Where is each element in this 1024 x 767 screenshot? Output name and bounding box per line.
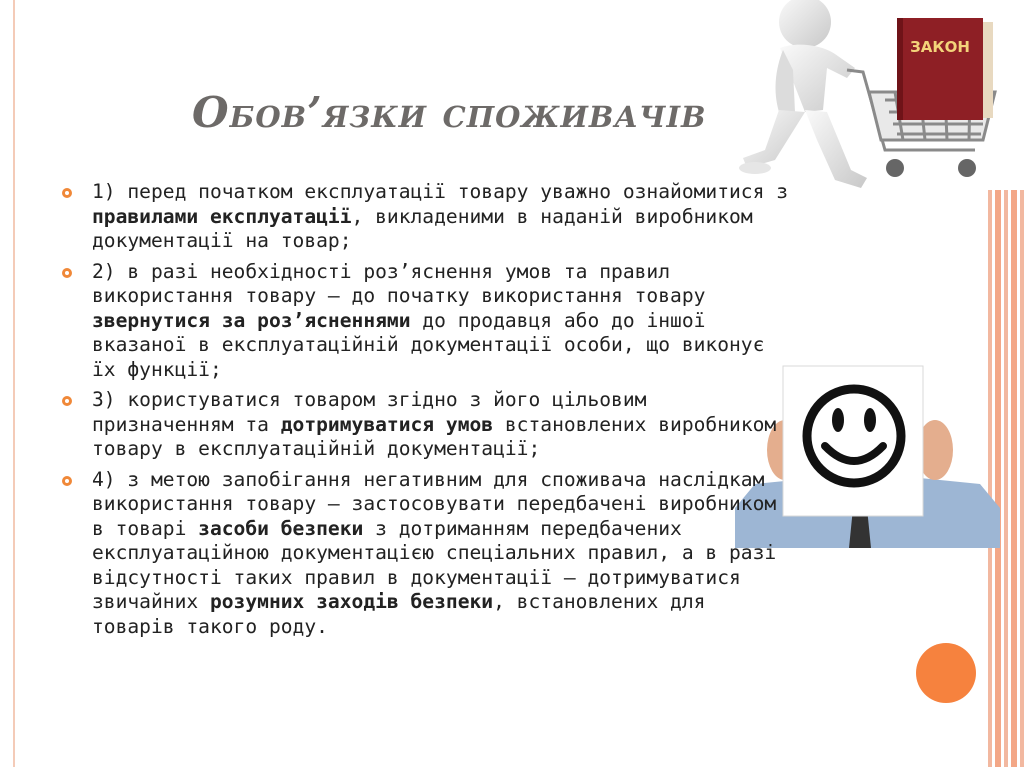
book-label: ЗАКОН bbox=[910, 38, 970, 56]
list-item bbox=[62, 388, 792, 462]
left-border-line bbox=[13, 0, 15, 767]
list-item bbox=[62, 260, 792, 383]
list-item-text: 3) користуватися товаром згідно з його цільовим призначенням та дотримуватися умов встановлених виробником товару в експлуатаційній документації; bbox=[92, 388, 777, 460]
decorative-orange-circle bbox=[916, 643, 976, 703]
list-item bbox=[62, 468, 792, 640]
cart-with-law-book-image bbox=[735, 0, 1005, 192]
list-item-text: 2) в разі необхідності роз’яснення умов та правил використання товару – до початку використання товару звернутися за роз’ясненнями до продавця або до іншої вказаної в експлуатаційній документації особи, що виконує їх функції; bbox=[92, 259, 765, 381]
bullet-icon bbox=[62, 476, 72, 486]
bullet-icon bbox=[62, 396, 72, 406]
list-item bbox=[62, 180, 792, 254]
slide-title: Обов’язки споживачів bbox=[192, 88, 707, 137]
list-item-text: 4) з метою запобігання негативним для споживача наслідкам використання товару – застосовувати передбачені виробником в товарі засоби безпеки з дотриманням передбачених експлуатаційною документацією спеціальних правил, а в разі відсутності таких правил в документації – дотримуватися звичайних розумних заходів безпеки, встановлених для товарів такого роду. bbox=[92, 467, 777, 638]
list-item-text: 1) перед початком експлуатації товару уважно ознайомитися з правилами експлуатації, викладеними в наданій виробником документації на товар; bbox=[92, 180, 788, 252]
bullet-icon bbox=[62, 188, 72, 198]
duties-list bbox=[62, 180, 792, 645]
bullet-icon bbox=[62, 268, 72, 278]
